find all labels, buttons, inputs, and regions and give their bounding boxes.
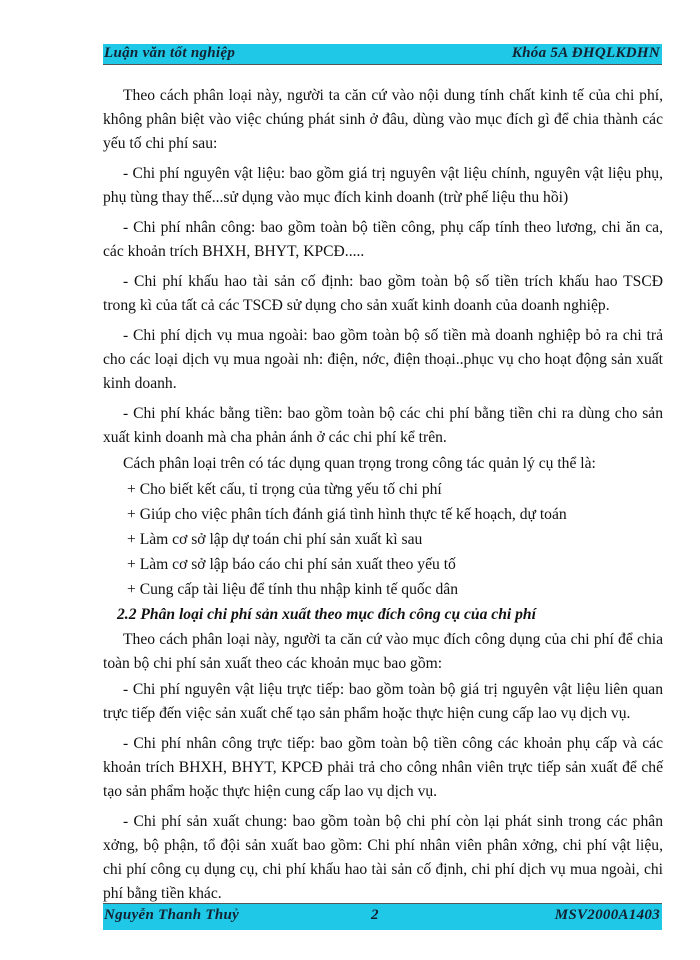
plus-item: + Giúp cho việc phân tích đánh giá tình hình thực tế kế hoạch, dự toán — [127, 506, 567, 523]
footer-bar — [103, 904, 662, 930]
bullet-paragraph: ‐ Chi phí khấu hao tài sản cố định: bao gồm toàn bộ số tiền trích khấu hao TSCĐ trong kì của tất cả các TSCĐ sử dụng cho sản xuất kinh doanh của doanh nghiệp. — [103, 273, 663, 314]
bullet-paragraph: ‐ Chi phí sản xuất chung: bao gồm toàn bộ chi phí còn lại phát sinh trong các phân xởng, bộ phận, tổ đội sản xuất bao gồm: Chi phí nhân viên phân xởng, chi phí vật liệu, chi phí công cụ dụng cụ, chi phí khấu hao tài sản cố định, chi phí dịch vụ mua ngoài, chi phí bằng tiền khác. — [103, 813, 663, 902]
paragraph: Theo cách phân loại này, người ta căn cứ vào nội dung tính chất kinh tế của chi phí, không phân biệt vào việc chúng phát sinh ở đâu, dùng vào mục đích gì để chia thành các yếu tố chi phí sau: — [103, 87, 663, 152]
plus-item: + Làm cơ sở lập báo cáo chi phí sản xuất theo yếu tố — [127, 556, 456, 573]
section-heading: 2.2 Phân loại chi phí sản xuất theo mục đích công cụ của chi phí — [117, 606, 536, 623]
footer-author: Nguyễn Thanh Thuỷ — [104, 907, 240, 923]
header-divider — [103, 64, 662, 65]
page-number: 2 — [371, 907, 379, 923]
footer-student-id: MSV2000A1403 — [554, 907, 660, 923]
page-body — [103, 84, 663, 912]
bullet-paragraph: ‐ Chi phí khác bằng tiền: bao gồm toàn bộ các chi phí bằng tiền chi ra dùng cho sản xuất kinh doanh mà cha phản ánh ở các chi phí kể trên. — [103, 405, 663, 446]
bullet-paragraph: ‐ Chi phí nhân công trực tiếp: bao gồm toàn bộ tiền công các khoản phụ cấp và các khoản trích BHXH, BHYT, KPCĐ phải trả cho công nhân viên trực tiếp sản xuất để chế tạo sản phẩm hoặc thực hiện cung cấp lao vụ dịch vụ. — [103, 735, 663, 800]
header-bar — [103, 44, 662, 64]
plus-item: + Làm cơ sở lập dự toán chi phí sản xuất kì sau — [127, 531, 423, 548]
bullet-paragraph: - Chi phí nguyên vật liệu trực tiếp: bao gồm toàn bộ giá trị nguyên vật liệu liên quan trực tiếp đến việc sản xuất chế tạo sản phẩm hoặc thực hiện cung cấp lao vụ dịch vụ. — [103, 681, 663, 722]
header-left-text: Luận văn tốt nghiệp — [104, 45, 236, 61]
header-right-text: Khóa 5A ĐHQLKDHN — [511, 45, 660, 61]
paragraph: Cách phân loại trên có tác dụng quan trọng trong công tác quản lý cụ thể là: — [123, 455, 596, 472]
paragraph: Theo cách phân loại này, người ta căn cứ vào mục đích công dụng của chi phí để chia toàn bộ chi phí sản xuất theo các khoản mục bao gồm: — [103, 631, 663, 672]
bullet-paragraph: ‐ Chi phí nhân công: bao gồm toàn bộ tiền công, phụ cấp tính theo lương, chi ăn ca, các khoản trích BHXH, BHYT, KPCĐ..... — [103, 219, 663, 260]
bullet-paragraph: ‐ Chi phí nguyên vật liệu: bao gồm giá trị nguyên vật liệu chính, nguyên vật liệu phụ, phụ tùng thay thế...sử dụng vào mục đích kinh doanh (trừ phế liệu thu hồi) — [103, 165, 663, 206]
plus-item: + Cho biết kết cấu, tỉ trọng của từng yếu tố chi phí — [127, 481, 442, 498]
bullet-paragraph: ‐ Chi phí dịch vụ mua ngoài: bao gồm toàn bộ số tiền mà doanh nghiệp bỏ ra chi trả cho các loại dịch vụ mua ngoài nh: điện, nớc, điện thoại..phục vụ cho hoạt động sản xuất kinh doanh. — [103, 327, 663, 392]
plus-item: + Cung cấp tài liệu để tính thu nhập kinh tế quốc dân — [127, 581, 458, 598]
